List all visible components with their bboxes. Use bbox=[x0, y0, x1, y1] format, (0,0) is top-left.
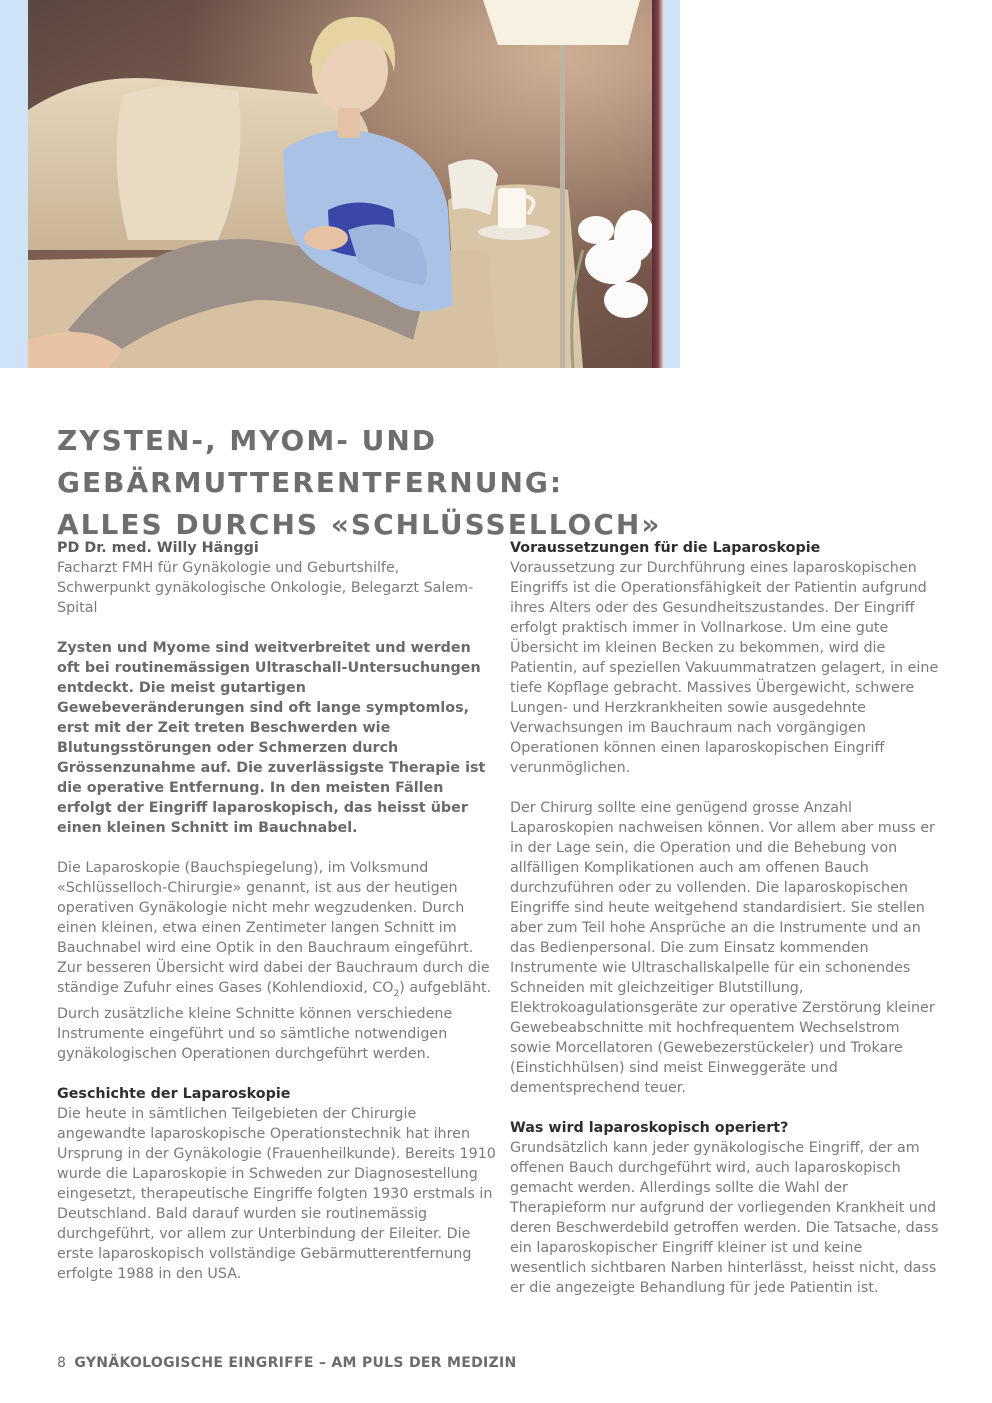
affiliation-line-2: Schwerpunkt gynäkologische Onkologie, Belegarzt Salem-Spital bbox=[57, 580, 474, 616]
footer-title: GYNÄKOLOGISCHE EINGRIFFE – AM PULS DER MEDIZIN bbox=[74, 1355, 517, 1371]
hero-photo bbox=[28, 0, 652, 368]
requirements-heading: Voraussetzungen für die Laparoskopie bbox=[510, 540, 821, 556]
hero-left-band bbox=[0, 0, 28, 368]
intro-text-2: ) aufgebläht. Durch zusätzliche kleine Schnitte können verschiedene Instrumente eingeführt und so sämtliche notwendigen gynäkologischen Operationen durchgeführt werden. bbox=[57, 980, 492, 1062]
intro-text-1: Die Laparoskopie (Bauchspiegelung), im Volksmund «Schlüsselloch-Chirurgie» genannt, ist aus der heutigen operativen Gynäkologie nicht mehr wegzudenken. Durch einen kleinen, etwa einen Zentimeter langen Schnitt im Bauchnabel wird eine Optik in den Bauchraum eingeführt. Zur besseren Übersicht wird dabei der Bauchraum durch die ständige Zufuhr eines Gases (Kohlendioxid, CO bbox=[57, 860, 490, 996]
hero-right-edge bbox=[652, 0, 664, 368]
history-heading: Geschichte der Laparoskopie bbox=[57, 1085, 291, 1102]
page-number: 8 bbox=[57, 1355, 66, 1371]
co2-subscript: 2 bbox=[393, 988, 400, 999]
title-line-2: ALLES DURCHS «SCHLÜSSELLOCH» bbox=[57, 508, 662, 541]
lead-paragraph: Zysten und Myome sind weitverbreitet und werden oft bei routinemässigen Ultraschall-Untersuchungen entdeckt. Die meist gutartigen Gewebeveränderungen sind oft lange symptomlos, erst mit der Zeit treten Beschwerden wie Blutungsstörungen oder Schmerzen durch Grössenzunahme auf. Die zuverlässigste Therapie ist die operative Entfernung. In den meisten Fällen erfolgt der Eingriff laparoskopisch, das heisst über einen kleinen Schnitt im Bauchnabel. bbox=[57, 640, 486, 836]
page-footer bbox=[57, 1355, 517, 1371]
hero-right-band bbox=[664, 0, 680, 368]
requirements-paragraph-2: Der Chirurg sollte eine genügend grosse Anzahl Laparoskopien nachweisen können. Vor allem aber muss er in der Lage sein, die Operation und die Behebung von allfälligen Komplikationen auch am offenen Bauch durchzuführen oder zu vollenden. Die laparoskopischen Eingriffe sind heute weitgehend standardisiert. Sie stellen aber zum Teil hohe Ansprüche an die Instrumente und an das Bedienpersonal. Die zum Einsatz kommenden Instrumente wie Ultraschallskalpelle für ein schonendes Schneiden mit gleichzeitiger Blutstillung, Elektrokoagulationsgeräte zur operative Zerstörung kleiner Gewebeabschnitte mit hochfrequentem Wechselstrom sowie Morcellatoren (Gewebezerstückeler) und Trokare (Einstichhülsen) sind meist Einweggeräte und dementsprechend teuer. bbox=[510, 800, 935, 1096]
operations-heading: Was wird laparoskopisch operiert? bbox=[510, 1120, 789, 1136]
title-line-1: ZYSTEN-, MYOM- UND GEBÄRMUTTERENTFERNUNG: bbox=[57, 424, 564, 499]
requirements-paragraph-1: Voraussetzung zur Durchführung eines laparoskopischen Eingriffs ist die Operationsfähigkeit der Patientin aufgrund ihres Alters oder des Gesundheitszustandes. Der Eingriff erfolgt praktisch immer in Vollnarkose. Um eine gute Übersicht im kleinen Becken zu bekommen, wird die Patientin, auf speziellen Vakuummatratzen gelagert, in eine tiefe Kopflage gebracht. Massives Übergewicht, schwere Lungen- und Herzkrankheiten sowie ausgedehnte Verwachsungen im Bauchraum nach vorgängigen Operationen können einen laparoskopischen Eingriff verunmöglichen. bbox=[510, 560, 939, 776]
history-paragraph: Die heute in sämtlichen Teilgebieten der Chirurgie angewandte laparoskopische Operationstechnik hat ihren Ursprung in der Gynäkologie (Frauenheilkunde). Bereits 1910 wurde die Laparoskopie in Schweden zur Diagnosestellung eingesetzt, therapeutische Eingriffe folgten 1930 erstmals in Deutschland. Bald darauf wurden sie routinemässig durchgeführt, vor allem zur Unterbindung der Eileiter. Die erste laparoskopisch vollständige Gebärmutterentfernung erfolgte 1988 in den USA. bbox=[57, 1105, 496, 1282]
affiliation-line-1: Facharzt FMH für Gynäkologie und Geburtshilfe, bbox=[57, 560, 400, 576]
operations-paragraph: Grundsätzlich kann jeder gynäkologische Eingriff, der am offenen Bauch durchgeführt wird, auch laparoskopisch gemacht werden. Allerdings sollte die Wahl der Therapieform nur aufgrund der vorliegenden Krankheit und deren Beschwerdebild getroffen werden. Die Tatsache, dass ein laparoskopischer Eingriff kleiner ist und keine wesentlich sichtbaren Narben hinterlässt, heisst nicht, dass er die angezeigte Behandlung für jede Patientin ist. bbox=[510, 1140, 939, 1296]
left-column bbox=[57, 538, 497, 1304]
author-name: PD Dr. med. Willy Hänggi bbox=[57, 540, 259, 556]
author-affiliation bbox=[57, 558, 497, 618]
intro-paragraph bbox=[57, 858, 497, 1064]
page-title bbox=[57, 420, 937, 546]
woman-on-sofa-photo bbox=[28, 0, 652, 368]
right-column bbox=[510, 538, 940, 1318]
